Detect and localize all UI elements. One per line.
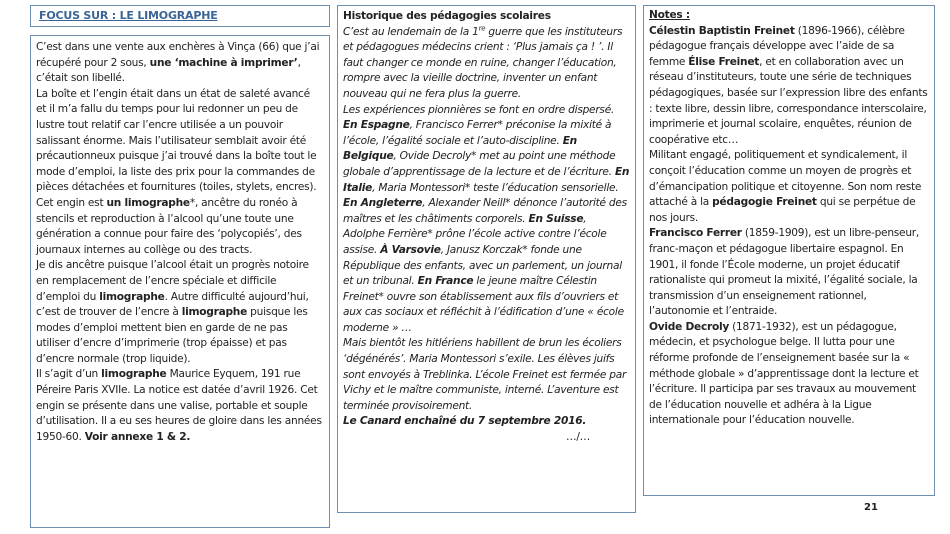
paragraph: Cet engin est un limographe*, ancêtre du ronéo à stencils et reproduction à l’alcool qu’une toute une génération a connue pour faire des ‘polycopiés’, des journaux internes au collège ou des tracts. (36, 196, 302, 256)
paragraph: La boîte et l’engin était dans un état de saleté avancé et il m’a fallu du temps pour lui redonner un peu de lustre tout relatif car l’encre utilisée a un pouvoir salissant énorme. Mais l’utilisateur semblait avoir été précautionneux puisque j’ai trouvé dans la boîte tout le mode d’emploi, la liste des prix pour la commandes de pièces détachées et fournitures (toiles, stylets, encres). (36, 87, 317, 194)
source-citation: Le Canard enchaîné du 7 septembre 2016. (343, 415, 587, 428)
paragraph: Les expériences pionnières se font en ordre dispersé. En Espagne, Francisco Ferrer* préconise la mixité à l’école, l’égalité sociale et l’auto-discipline. En Belgique, Ovide Decroly* met au point une méthode globale d’apprentissage de la lecture et de l’écriture. En Italie, Maria Montessori* teste l’éducation sensorielle. En Angleterre, Alexander Neill* dénonce l’autorité des maîtres et les châtiments corporels. En Suisse, Adolphe Ferrière* prône l’école active contre l’école assise. À Varsovie, Janusz Korczak* fonde une République des enfants, avec un parlement, un journal et un tribunal. En France le jeune maître Célestin Freinet* ouvre son établissement aux fils d’ouvriers et aux cas sociaux et réfléchit à l’édification d’une « école moderne » … (343, 103, 630, 334)
page-number: 21 (864, 502, 878, 513)
paragraph: Je dis ancêtre puisque l’alcool était un progrès notoire en remplacement de l’encre spéciale et difficile d’emploi du limographe. Autre difficulté aujourd’hui, c’est de trouver de l’encre à limographe puisque les modes d’emploi mettent bien en garde de ne pas utiliser d’encre d’imprimerie (trop épaisse) et pas d’encre normale (trop liquide). (36, 259, 309, 365)
continued-marker: …/… (565, 431, 590, 444)
paragraph: C’est au lendemain de la 1re guerre que les instituteurs et pédagogues médecins crient : ‘Plus jamais ça ! ’. Il faut changer ce monde en ruine, changer l’éducation, rompre avec la vieille doctrine, inventer un enfant nouveau qui ne fera plus la guerre. (343, 24, 623, 100)
paragraph: Militant engagé, politiquement et syndicalement, il conçoit l’éducation comme un moyen de progrès et d’émancipation politique et citoyenne. Son nom reste attaché à la pédagogie Freinet qui se perpétue de nos jours. (649, 149, 922, 224)
paragraph: Francisco Ferrer (1859-1909), est un libre-penseur, franc-maçon et pédagogue libertaire espagnol. En 1901, il fonde l’École moderne, un projet éducatif rationaliste qui promeut la mixité, l’égalité sociale, la transmission d’un enseignement rationnel, l’autonomie et l’entraide. (649, 227, 920, 318)
focus-title: FOCUS SUR : LE LIMOGRAPHE (39, 9, 218, 22)
history-box (337, 5, 636, 513)
paragraph: C’est dans une vente aux enchères à Vinça (66) que j’ai récupéré pour 2 sous, une ‘machine à imprimer’, c’était son libellé. (36, 41, 320, 85)
paragraph: Célestin Baptistin Freinet (1896-1966), célèbre pédagogue français développe avec l’aide de sa femme Élise Freinet, et en collaboration avec un réseau d’instituteurs, toute une série de techniques pédagogiques, basée sur l’expression libre des enfants : texte libre, dessin libre, correspondance interscolaire, imprimerie et journal scolaire, enquêtes, réunion de coopérative etc… (649, 24, 928, 146)
limographe-text-box (30, 35, 330, 528)
notes-heading: Notes : (649, 9, 690, 21)
history-heading: Historique des pédagogies scolaires (343, 10, 551, 22)
paragraph: Mais bientôt les hitlériens habillent de brun les écoliers ‘dégénérés’. Maria Montessori s’exile. Les élèves juifs sont envoyés à Treblinka. L’école Freinet est fermée par Vichy et le maître communiste, interné. L’aventure est terminée provisoirement. (343, 337, 627, 412)
notes-box (643, 5, 935, 496)
focus-title-box (30, 5, 330, 27)
paragraph: Ovide Decroly (1871-1932), est un pédagogue, médecin, et psychologue belge. Il lutta pour une réforme profonde de l’enseignement basée sur la « méthode globale » d’apprentissage dont la lecture et l’écriture. Il participa par ses travaux au mouvement de l’éducation nouvelle et adhéra à la Ligue internationale pour l’éducation nouvelle. (649, 320, 919, 427)
paragraph: Il s’agit d’un limographe Maurice Eyquem, 191 rue Péreire Paris XVIIe. La notice est datée d’avril 1926. Cet engin se présente dans une valise, portable et souple d’utilisation. Il a eu ses heures de gloire dans les années 1950-60. Voir annexe 1 & 2. (36, 368, 322, 443)
